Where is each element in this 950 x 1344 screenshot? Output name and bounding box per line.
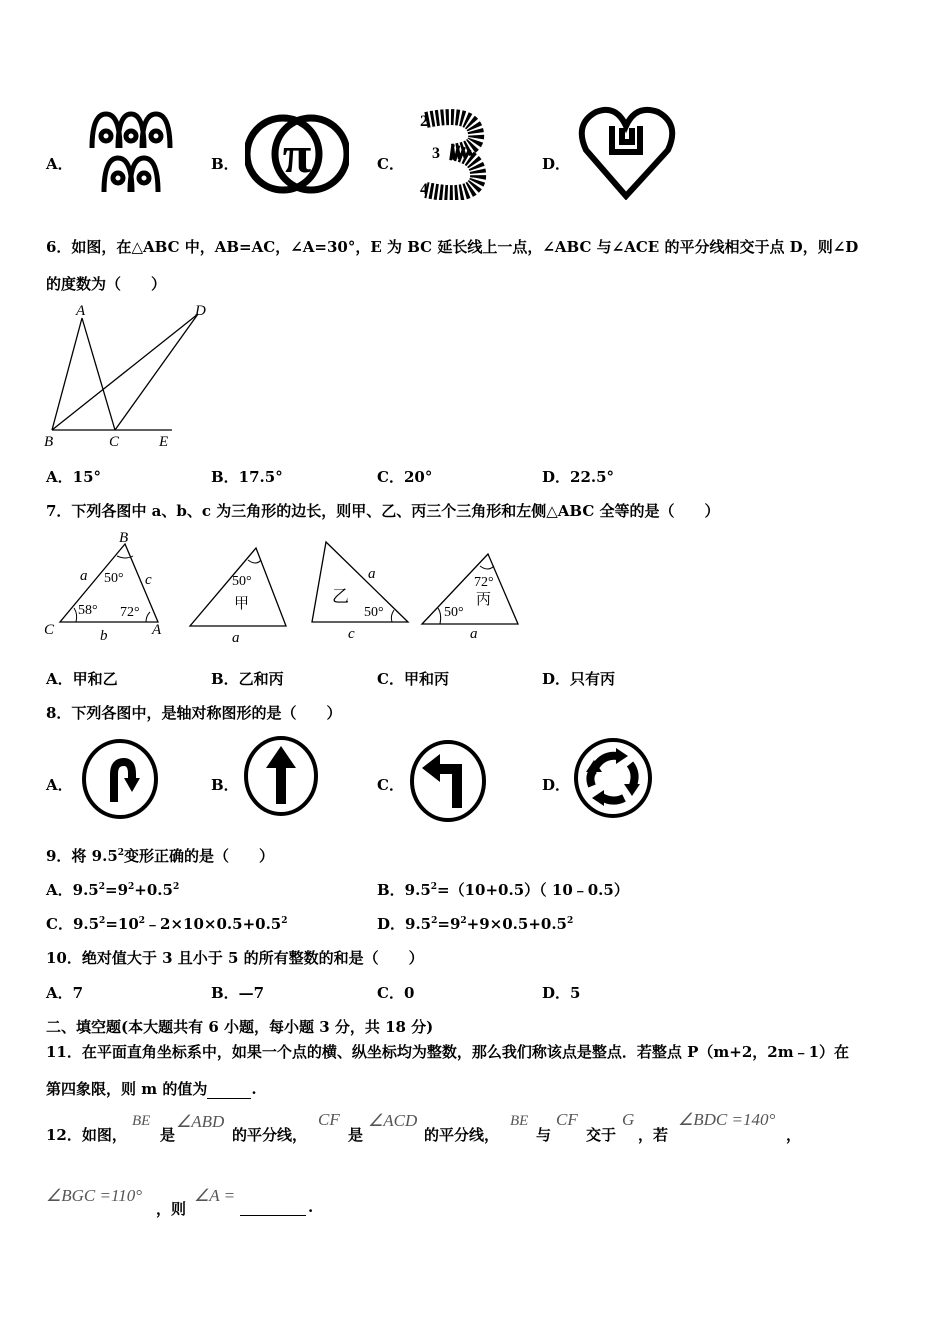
q12-cf: CF bbox=[318, 1110, 340, 1129]
q12-condition-bgc: ∠BGC =110° bbox=[46, 1186, 142, 1205]
q6-stem-line2: 的度数为（ ） bbox=[46, 275, 167, 293]
section-heading-fill-in: 二、填空题(本大题共有 6 小题，每小题 3 分，共 18 分) bbox=[46, 1018, 434, 1036]
q6-option-a: A．15° bbox=[46, 468, 102, 486]
q8-option-d-figure bbox=[572, 736, 654, 820]
q12-angle-abd: ∠ABD bbox=[176, 1112, 225, 1131]
q11-stem-line1: 11．在平面直角坐标系中，如果一个点的横、纵坐标均为整数，那么我们称该点是整点．若整点 P（m+2，2m﹣1）在 bbox=[46, 1043, 850, 1061]
q5-option-b-figure bbox=[245, 110, 349, 198]
q12-angle-acd: ∠ACD bbox=[368, 1111, 418, 1130]
svg-text:B: B bbox=[119, 530, 129, 546]
q9-stem: 9．将 $9.5^2$变形正确的是（ ） bbox=[46, 847, 275, 865]
q12-condition-bdc: ∠BDC =140° bbox=[678, 1110, 776, 1129]
svg-text:2: 2 bbox=[420, 113, 428, 130]
q7-option-a: A．甲和乙 bbox=[46, 670, 118, 688]
q6-segment-bd bbox=[52, 314, 198, 430]
q6-label-c: C bbox=[109, 434, 120, 450]
q10-stem: 10．绝对值大于 3 且小于 5 的所有整数的和是（ ） bbox=[46, 949, 424, 967]
svg-text:58°: 58° bbox=[78, 603, 98, 618]
q9-option-b: B．$9.5^2=(10+0.5)$（ 10﹣0.5） bbox=[377, 881, 629, 899]
q5-option-a-figure bbox=[84, 108, 176, 198]
svg-text:丙: 丙 bbox=[476, 592, 492, 608]
q8-stem: 8．下列各图中，是轴对称图形的是（ ） bbox=[46, 704, 342, 722]
svg-text:c: c bbox=[145, 572, 152, 588]
svg-text:72°: 72° bbox=[120, 605, 140, 620]
q9-option-d: D．$9.5^2=9^2+9\times 0.5+0.5^2$ bbox=[377, 915, 574, 933]
svg-text:b: b bbox=[100, 628, 108, 644]
svg-text:a: a bbox=[470, 626, 478, 642]
q12-g: G bbox=[622, 1110, 635, 1129]
q8-option-d-label: D． bbox=[542, 776, 571, 794]
q6-stem-line1: 6．如图，在△ABC 中，AB=AC，∠A=30°，E 为 BC 延长线上一点，∠ABC 与∠ACE 的平分线相交于点 D，则∠D bbox=[46, 238, 859, 256]
q8-option-b-figure bbox=[242, 734, 320, 818]
q12-num: 12．如图， bbox=[46, 1126, 127, 1144]
q12-be-2: BE bbox=[510, 1113, 529, 1129]
q7-option-d: D．只有丙 bbox=[542, 670, 616, 688]
svg-text:A: A bbox=[152, 622, 162, 638]
q12-cf-2: CF bbox=[556, 1110, 578, 1129]
svg-text:4: 4 bbox=[420, 181, 428, 198]
q8-option-c-label: C． bbox=[377, 776, 404, 794]
q5-option-d-label: D． bbox=[542, 155, 571, 173]
q7-figure-bing bbox=[418, 548, 524, 646]
q10-option-d: D．5 bbox=[542, 984, 581, 1002]
q6-figure bbox=[40, 300, 220, 450]
svg-text:a: a bbox=[80, 568, 88, 584]
q6-option-d: D．22.5° bbox=[542, 468, 615, 486]
q5-option-c-figure bbox=[416, 106, 490, 200]
q5-option-d-figure bbox=[578, 104, 680, 200]
q6-label-d: D bbox=[195, 303, 206, 319]
heart-maze-icon bbox=[582, 110, 672, 196]
svg-text:50°: 50° bbox=[444, 605, 464, 620]
svg-text:乙: 乙 bbox=[332, 587, 349, 606]
q5-option-b-label: B． bbox=[211, 155, 239, 173]
svg-text:50°: 50° bbox=[364, 605, 384, 620]
svg-text:a: a bbox=[232, 630, 240, 646]
svg-text:72°: 72° bbox=[474, 575, 494, 590]
q6-label-b: B bbox=[44, 434, 54, 450]
svg-text:3: 3 bbox=[432, 145, 440, 162]
q11-stem-line2: 第四象限，则 m 的值为 . bbox=[46, 1080, 257, 1098]
three-digits-logo-icon bbox=[420, 113, 478, 198]
q10-option-a: A．7 bbox=[46, 984, 84, 1002]
q11-answer-blank[interactable] bbox=[207, 1084, 251, 1099]
q7-option-c: C．甲和丙 bbox=[377, 670, 449, 688]
q7-figure-yi bbox=[306, 536, 414, 646]
q6-segment-ac bbox=[82, 318, 115, 430]
q8-option-a-label: A． bbox=[46, 776, 73, 794]
svg-text:50°: 50° bbox=[104, 571, 124, 586]
svg-text:π: π bbox=[282, 127, 312, 184]
svg-text:C: C bbox=[44, 622, 55, 638]
q8-option-c-figure bbox=[408, 738, 488, 824]
peacock-pattern-icon bbox=[92, 114, 170, 192]
q7-figure-abc bbox=[40, 528, 170, 646]
svg-text:c: c bbox=[348, 626, 355, 642]
q12-answer-blank[interactable] bbox=[240, 1198, 306, 1216]
q9-option-a: A．$9.5^2=9^2+0.5^2$ bbox=[46, 881, 180, 899]
q6-label-a: A bbox=[76, 303, 86, 319]
svg-text:50°: 50° bbox=[232, 574, 252, 589]
q6-label-e: E bbox=[159, 434, 169, 450]
q12-angle-a: ∠A = bbox=[194, 1186, 236, 1205]
q8-option-b-label: B． bbox=[211, 776, 239, 794]
q10-option-b: B．—7 bbox=[211, 984, 265, 1002]
q6-segment-cd bbox=[115, 314, 198, 430]
q6-option-b: B．17.5° bbox=[211, 468, 283, 486]
svg-text:a: a bbox=[368, 566, 376, 582]
q7-figure-jia bbox=[186, 540, 292, 646]
q9-option-c: C．$9.5^2=10^2﹣2\times 10\times 0.5+0.5^2$ bbox=[46, 915, 288, 933]
q6-segment-ab bbox=[52, 318, 82, 430]
q12-be: BE bbox=[132, 1113, 151, 1129]
q7-stem: 7．下列各图中 a、b、c 为三角形的边长，则甲、乙、丙三个三角形和左侧△ABC 全等的是（ ） bbox=[46, 502, 720, 520]
q7-option-b: B．乙和丙 bbox=[211, 670, 284, 688]
q6-option-c: C．20° bbox=[377, 468, 433, 486]
q5-option-a-label: A． bbox=[46, 155, 73, 173]
q8-option-a-figure bbox=[80, 738, 160, 820]
q5-option-c-label: C． bbox=[377, 155, 404, 173]
svg-text:甲: 甲 bbox=[234, 596, 250, 612]
q10-option-c: C．0 bbox=[377, 984, 415, 1002]
